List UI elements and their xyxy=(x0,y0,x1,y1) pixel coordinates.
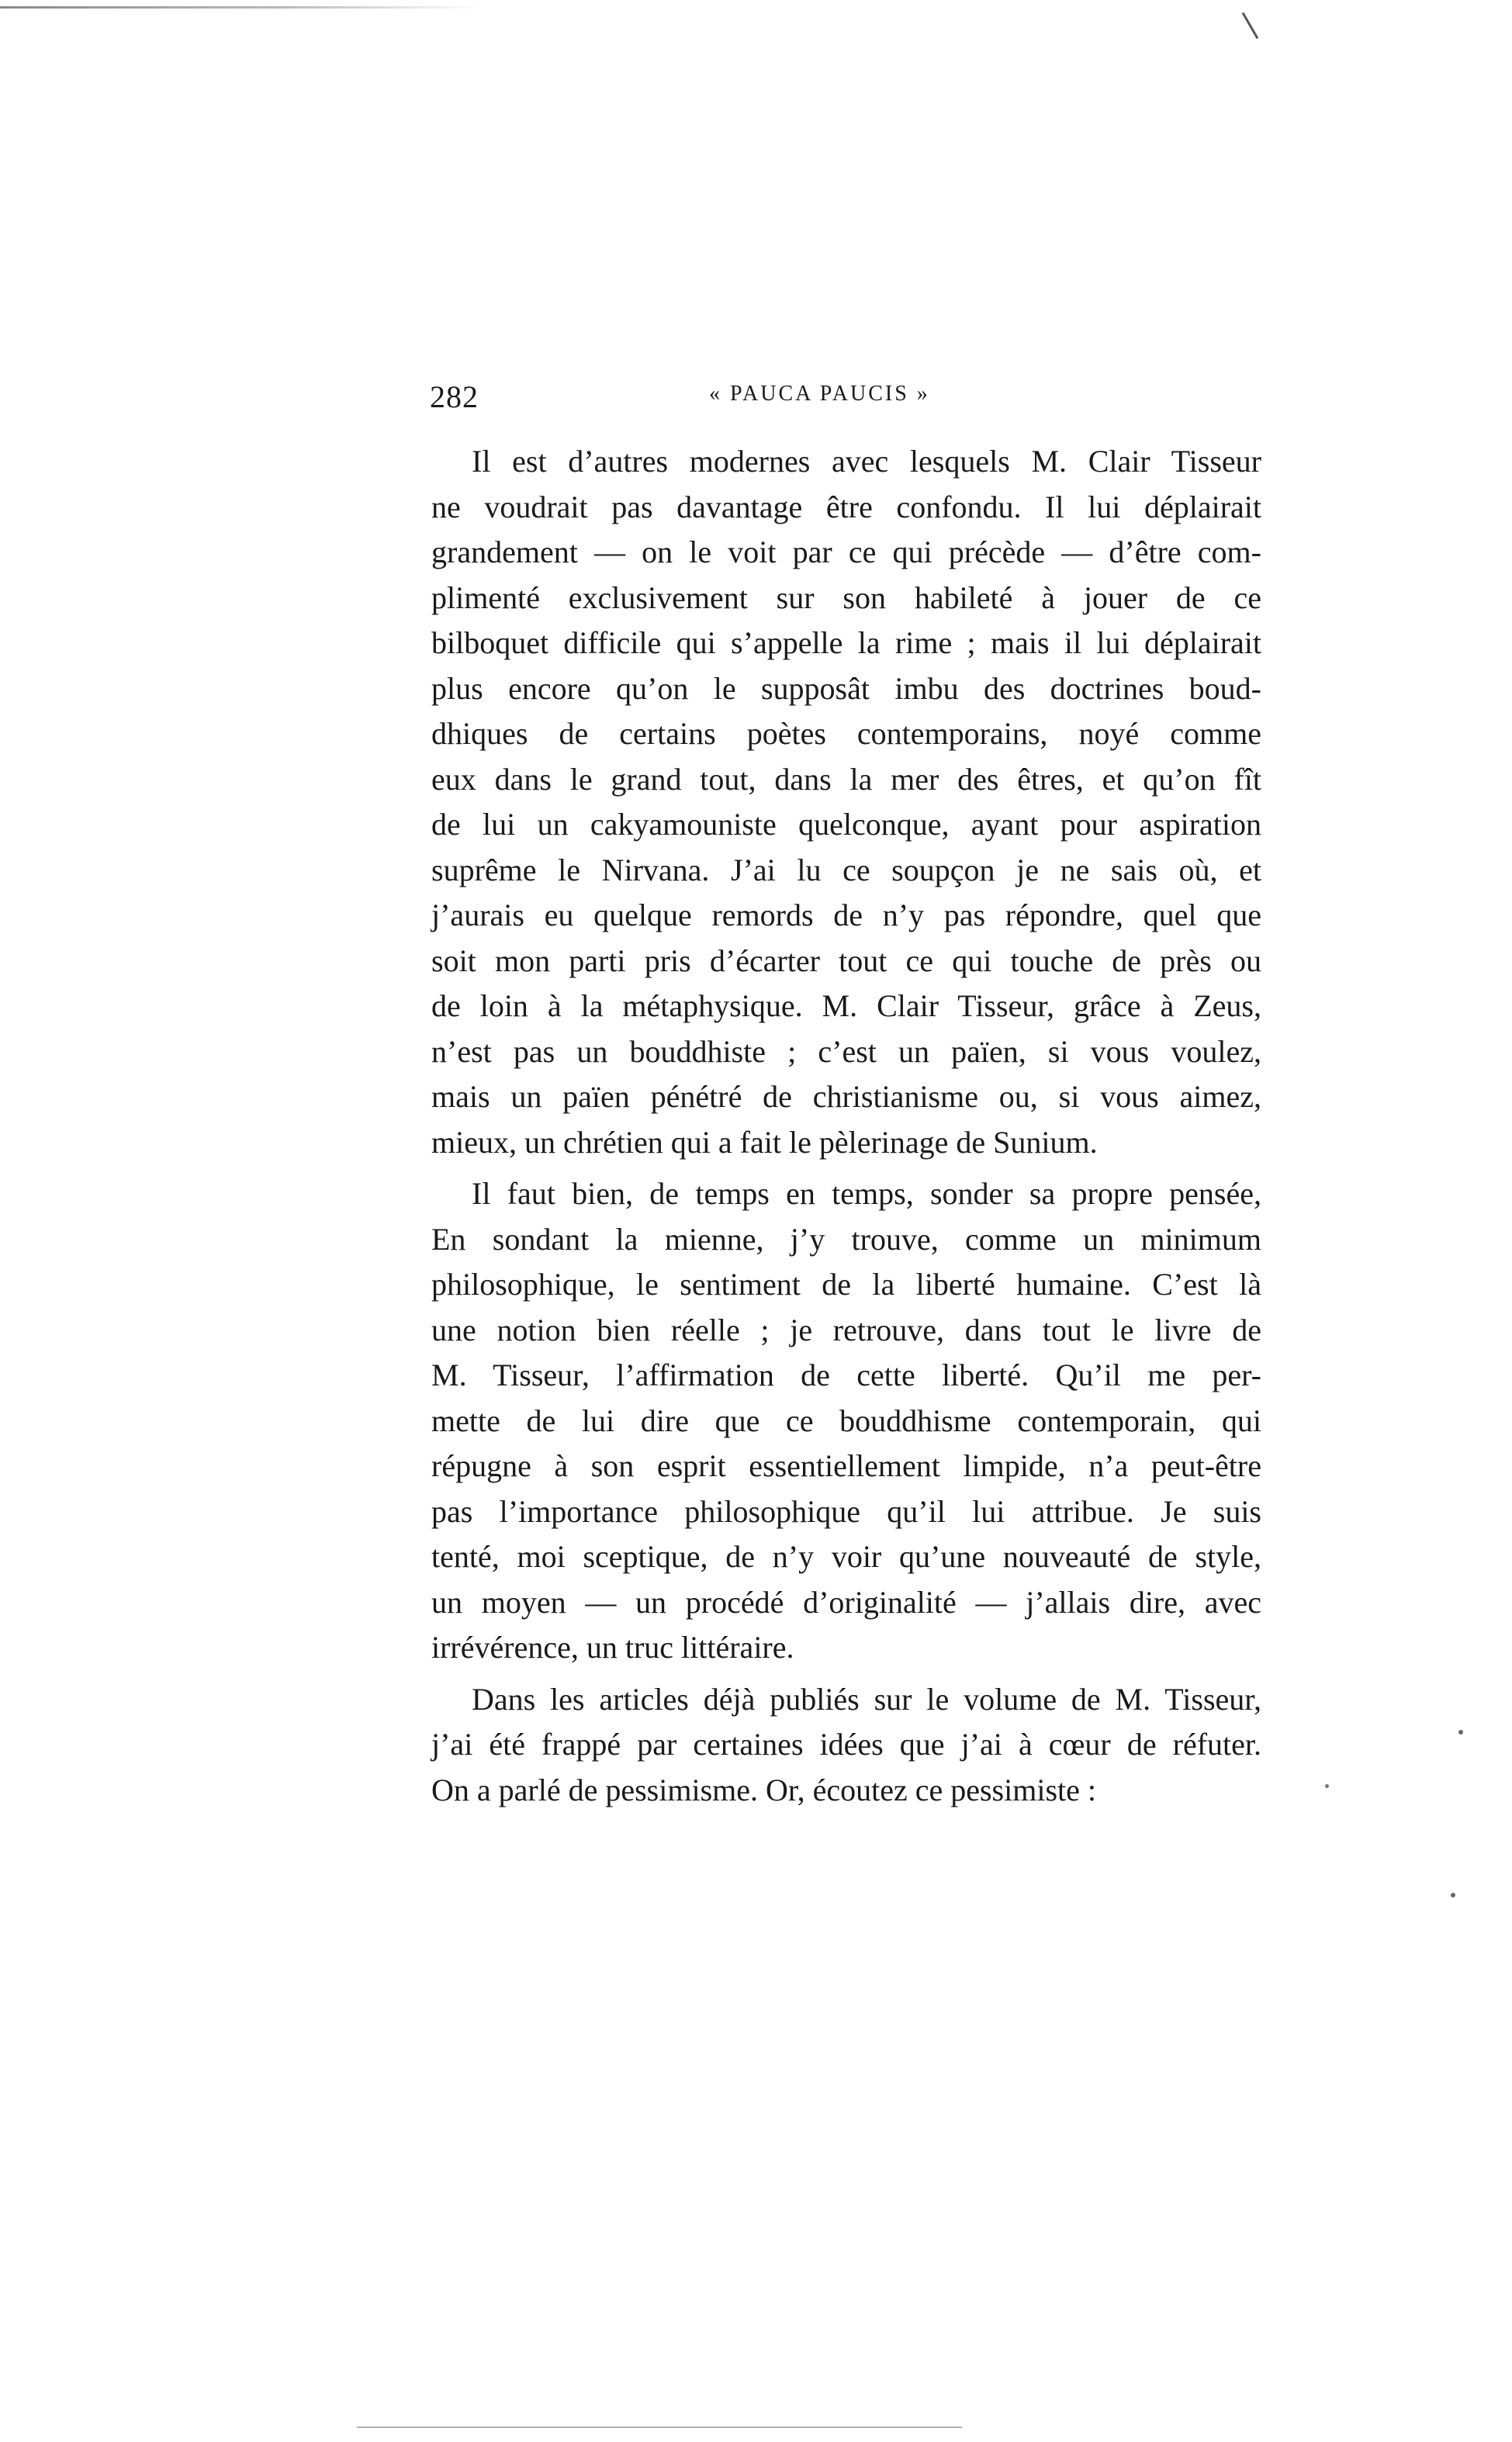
body-text xyxy=(431,439,1261,1813)
text-line: de loin à la métaphysique. M. Clair Tisseur, grâce à Zeus, xyxy=(431,988,1261,1023)
text-line: On a parlé de pessimisme. Or, écoutez ce pessimiste : xyxy=(431,1772,1097,1807)
paragraph-gap xyxy=(431,1671,1261,1677)
paragraph xyxy=(431,439,1261,1165)
text-line: philosophique, le sentiment de la liberté humaine. C’est là xyxy=(431,1267,1261,1302)
text-line: une notion bien réelle ; je retrouve, dans tout le livre de xyxy=(431,1312,1261,1347)
text-line: irrévérence, un truc littéraire. xyxy=(431,1630,794,1665)
text-line: eux dans le grand tout, dans la mer des êtres, et qu’on fît xyxy=(431,761,1261,797)
scan-speck xyxy=(1458,1730,1463,1735)
paragraph-gap xyxy=(431,1165,1261,1171)
scan-speck xyxy=(1242,12,1259,39)
text-line: plus encore qu’on le supposât imbu des doctrines boud- xyxy=(431,670,1261,706)
text-line: n’est pas un bouddhiste ; c’est un païen, si vous voulez, xyxy=(431,1033,1261,1069)
page-header xyxy=(430,379,1268,425)
text-line: plimenté exclusivement sur son habileté à jouer de ce xyxy=(431,579,1261,615)
running-title: « PAUCA PAUCIS » xyxy=(709,382,930,406)
text-line: M. Tisseur, l’affirmation de cette liberté. Qu’il me per- xyxy=(431,1358,1261,1392)
text-line: pas l’importance philosophique qu’il lui attribue. Je suis xyxy=(431,1493,1261,1529)
text-line: grandement — on le voit par ce qui précède — d’être com- xyxy=(431,534,1261,569)
text-line: répugne à son esprit essentiellement limpide, n’a peut-être xyxy=(431,1448,1261,1483)
scan-edge-bottom xyxy=(357,2426,962,2428)
text-line: mais un païen pénétré de christianisme ou, si vous aimez, xyxy=(431,1079,1261,1114)
text-line: Il est d’autres modernes avec lesquels M. Clair Tisseur xyxy=(472,444,1261,479)
page-number: 282 xyxy=(430,379,479,414)
text-line: ne voudrait pas davantage être confondu. Il lui déplairait xyxy=(431,489,1261,524)
scan-speck xyxy=(1451,1893,1455,1897)
text-line: suprême le Nirvana. J’ai lu ce soupçon je ne sais où, et xyxy=(431,852,1261,887)
text-line: Il faut bien, de temps en temps, sonder sa propre pensée, xyxy=(472,1176,1261,1211)
scan-edge-top xyxy=(0,6,481,9)
text-line: mieux, un chrétien qui a fait le pèlerinage de Sunium. xyxy=(431,1124,1098,1160)
text-line: un moyen — un procédé d’originalité — j’allais dire, avec xyxy=(431,1584,1261,1620)
text-line: En sondant la mienne, j’y trouve, comme un minimum xyxy=(431,1221,1261,1257)
paragraph xyxy=(431,1677,1261,1814)
text-line: tenté, moi sceptique, de n’y voir qu’une nouveauté de style, xyxy=(431,1539,1261,1574)
text-line: soit mon parti pris d’écarter tout ce qui touche de près ou xyxy=(431,943,1261,978)
text-line: de lui un cakyamouniste quelconque, ayant pour aspiration xyxy=(431,807,1261,842)
text-line: mette de lui dire que ce bouddhisme contemporain, qui xyxy=(431,1403,1261,1438)
scan-speck xyxy=(1325,1784,1329,1788)
text-line: j’ai été frappé par certaines idées que j’ai à cœur de réfuter. xyxy=(431,1727,1261,1762)
text-line: bilboquet difficile qui s’appelle la rime ; mais il lui déplairait xyxy=(431,625,1261,660)
paragraph xyxy=(431,1171,1261,1671)
text-line: dhiques de certains poètes contemporains, noyé comme xyxy=(431,716,1261,751)
text-line: Dans les articles déjà publiés sur le volume de M. Tisseur, xyxy=(472,1681,1261,1717)
text-line: j’aurais eu quelque remords de n’y pas répondre, quel que xyxy=(431,898,1261,932)
